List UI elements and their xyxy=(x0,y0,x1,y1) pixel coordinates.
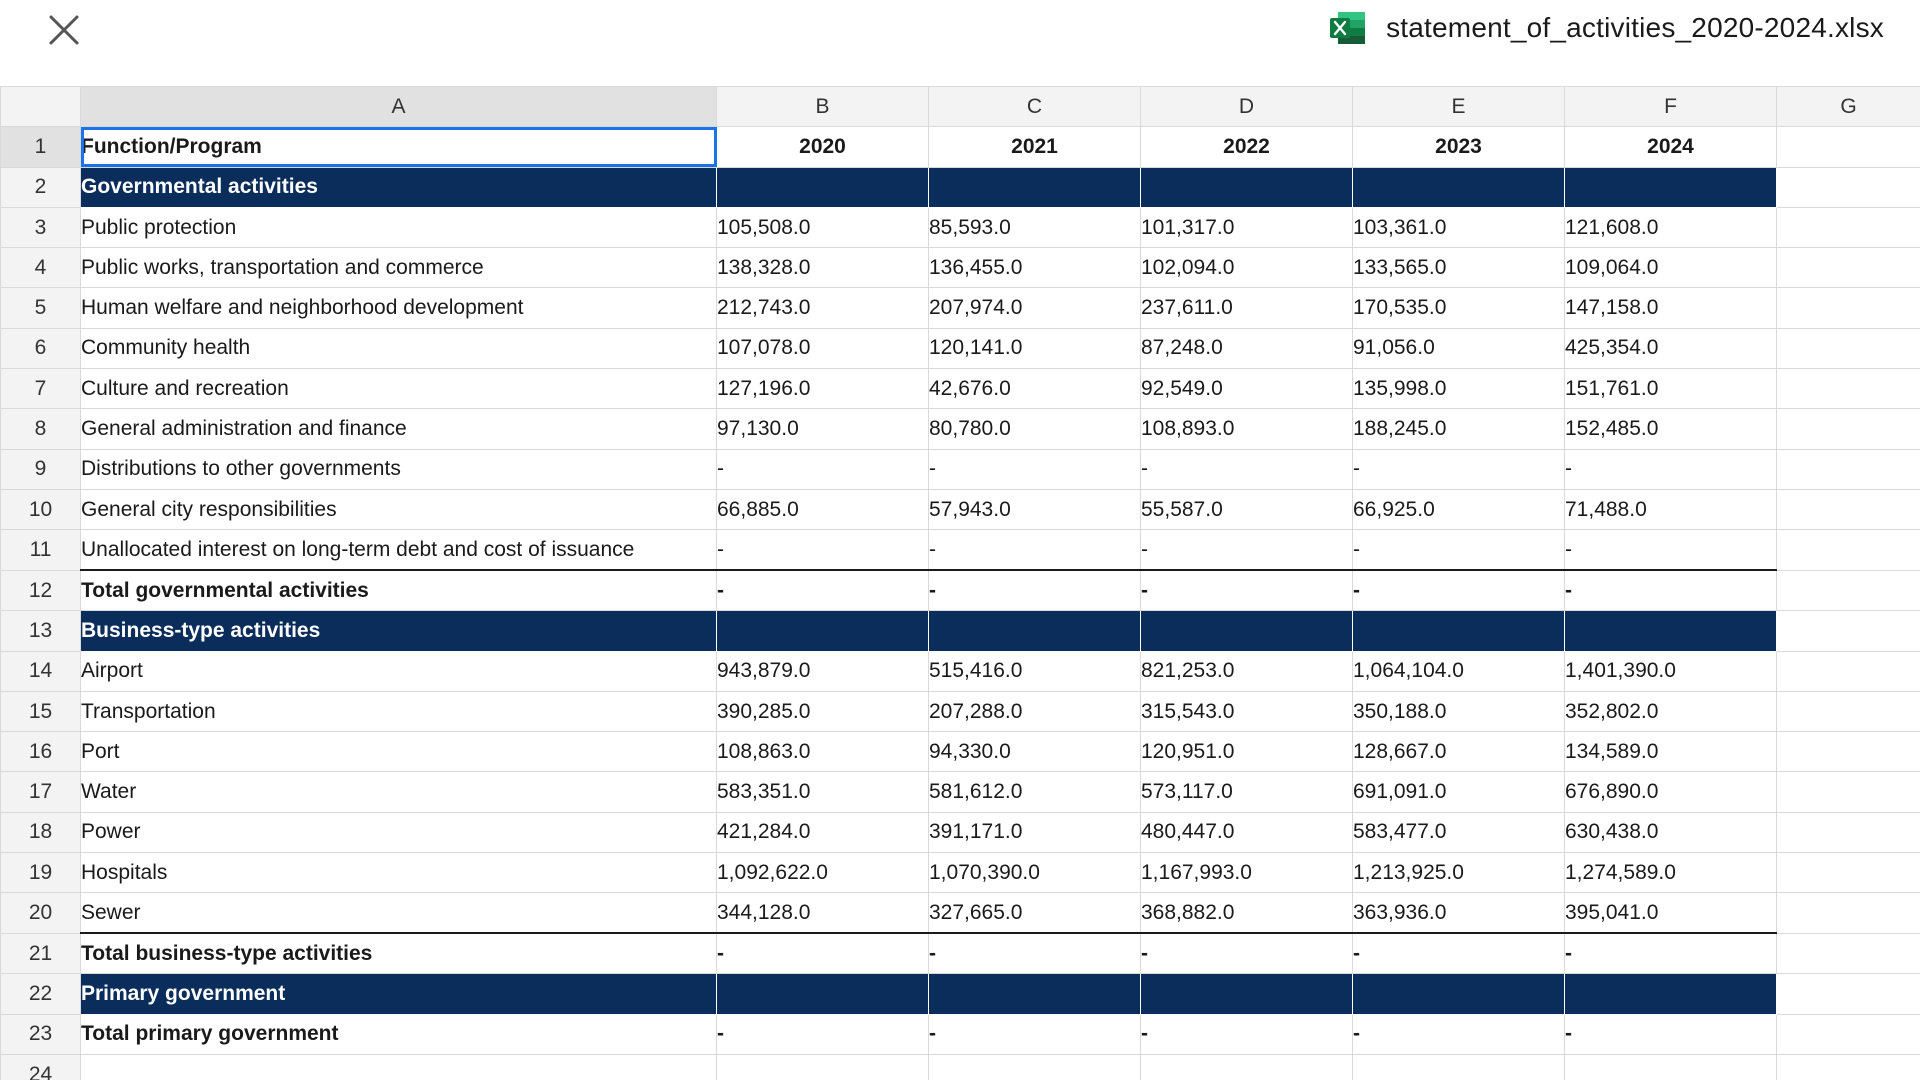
cell-empty[interactable] xyxy=(1777,812,1920,852)
cell-empty[interactable] xyxy=(1777,409,1920,449)
cell-empty[interactable] xyxy=(1777,570,1920,611)
cell-value[interactable]: 66,885.0 xyxy=(717,489,929,529)
cell-value[interactable] xyxy=(929,1054,1141,1080)
cell-label[interactable]: General city responsibilities xyxy=(81,489,717,529)
row-header[interactable]: 18 xyxy=(1,812,81,852)
cell-value[interactable]: - xyxy=(717,1014,929,1054)
cell-value[interactable]: 1,213,925.0 xyxy=(1353,853,1565,893)
cell-value[interactable]: 1,070,390.0 xyxy=(929,853,1141,893)
row-header[interactable]: 9 xyxy=(1,449,81,489)
cell-value[interactable]: 108,893.0 xyxy=(1141,409,1353,449)
cell-value[interactable]: 391,171.0 xyxy=(929,812,1141,852)
column-header-d[interactable]: D xyxy=(1141,87,1353,127)
cell-value[interactable]: 134,589.0 xyxy=(1565,732,1777,772)
column-header-g[interactable]: G xyxy=(1777,87,1920,127)
cell-value[interactable]: 344,128.0 xyxy=(717,893,929,934)
table-row xyxy=(1,409,1920,449)
cell-value[interactable]: 480,447.0 xyxy=(1141,812,1353,852)
cell-value[interactable]: 1,274,589.0 xyxy=(1565,853,1777,893)
cell-value[interactable]: 1,092,622.0 xyxy=(717,853,929,893)
cell-value[interactable]: 121,608.0 xyxy=(1565,207,1777,247)
table-row xyxy=(1,489,1920,529)
cell-value[interactable]: 363,936.0 xyxy=(1353,893,1565,934)
table-row xyxy=(1,248,1920,288)
close-button[interactable] xyxy=(42,8,86,52)
cell-value[interactable]: 515,416.0 xyxy=(929,651,1141,691)
cell-value[interactable]: 152,485.0 xyxy=(1565,409,1777,449)
cell-value[interactable]: 237,611.0 xyxy=(1141,288,1353,328)
table-row xyxy=(1,611,1920,651)
cell-value[interactable] xyxy=(1353,611,1565,651)
table-row xyxy=(1,127,1920,167)
cell-value[interactable]: 103,361.0 xyxy=(1353,207,1565,247)
row-header[interactable]: 11 xyxy=(1,530,81,571)
cell-value[interactable]: - xyxy=(1141,449,1353,489)
cell-value[interactable]: 71,488.0 xyxy=(1565,489,1777,529)
cell-value[interactable]: 315,543.0 xyxy=(1141,691,1353,731)
cell-value[interactable]: 55,587.0 xyxy=(1141,489,1353,529)
cell-empty[interactable] xyxy=(1777,288,1920,328)
row-header[interactable]: 7 xyxy=(1,369,81,409)
table-row xyxy=(1,328,1920,368)
cell-label[interactable]: Distributions to other governments xyxy=(81,449,717,489)
cell-value[interactable]: 425,354.0 xyxy=(1565,328,1777,368)
cell-label[interactable]: Airport xyxy=(81,651,717,691)
cell-value[interactable] xyxy=(1353,1054,1565,1080)
row-header[interactable]: 24 xyxy=(1,1054,81,1080)
cell-value[interactable]: 350,188.0 xyxy=(1353,691,1565,731)
cell-value[interactable]: 327,665.0 xyxy=(929,893,1141,934)
cell-empty[interactable] xyxy=(1777,651,1920,691)
cell-label[interactable]: Port xyxy=(81,732,717,772)
cell-year[interactable]: 2023 xyxy=(1353,127,1565,167)
cell-value[interactable]: 133,565.0 xyxy=(1353,248,1565,288)
cell-value[interactable]: 630,438.0 xyxy=(1565,812,1777,852)
cell-value[interactable]: - xyxy=(1565,933,1777,974)
cell-a1-function-program[interactable]: Function/Program xyxy=(81,127,717,167)
cell-value[interactable]: - xyxy=(717,933,929,974)
cell-empty[interactable] xyxy=(1777,732,1920,772)
row-header[interactable]: 16 xyxy=(1,732,81,772)
cell-value[interactable]: - xyxy=(929,1014,1141,1054)
cell-value[interactable] xyxy=(717,611,929,651)
cell-value[interactable]: 151,761.0 xyxy=(1565,369,1777,409)
row-header[interactable]: 4 xyxy=(1,248,81,288)
row-header[interactable]: 21 xyxy=(1,933,81,974)
cell-year[interactable]: 2022 xyxy=(1141,127,1353,167)
cell-value[interactable]: 87,248.0 xyxy=(1141,328,1353,368)
table-row xyxy=(1,167,1920,207)
cell-empty[interactable] xyxy=(1777,248,1920,288)
cell-label[interactable]: General administration and finance xyxy=(81,409,717,449)
cell-value[interactable]: - xyxy=(717,570,929,611)
cell-label[interactable] xyxy=(81,1054,717,1080)
spreadsheet-grid xyxy=(0,86,1920,1080)
cell-value[interactable]: 128,667.0 xyxy=(1353,732,1565,772)
table-row xyxy=(1,893,1920,934)
cell-label[interactable]: Culture and recreation xyxy=(81,369,717,409)
cell-value[interactable]: - xyxy=(1565,570,1777,611)
cell-value[interactable]: 80,780.0 xyxy=(929,409,1141,449)
cell-label[interactable]: Transportation xyxy=(81,691,717,731)
cell-value[interactable]: 821,253.0 xyxy=(1141,651,1353,691)
table-row xyxy=(1,732,1920,772)
cell-value[interactable]: 136,455.0 xyxy=(929,248,1141,288)
cell-empty[interactable] xyxy=(1777,611,1920,651)
cell-empty[interactable] xyxy=(1777,449,1920,489)
cell-value[interactable]: 66,925.0 xyxy=(1353,489,1565,529)
cell-value[interactable]: 138,328.0 xyxy=(717,248,929,288)
cell-label[interactable]: Total primary government xyxy=(81,1014,717,1054)
cell-value[interactable]: 1,064,104.0 xyxy=(1353,651,1565,691)
cell-value[interactable] xyxy=(929,974,1141,1014)
cell-value[interactable] xyxy=(1141,974,1353,1014)
cell-value[interactable]: 352,802.0 xyxy=(1565,691,1777,731)
cell-value[interactable]: 170,535.0 xyxy=(1353,288,1565,328)
cell-value[interactable]: 583,351.0 xyxy=(717,772,929,812)
cell-label[interactable]: Unallocated interest on long-term debt and cost of issuance xyxy=(81,530,717,571)
cell-empty[interactable] xyxy=(1777,167,1920,207)
cell-empty[interactable] xyxy=(1777,1014,1920,1054)
cell-label[interactable]: Hospitals xyxy=(81,853,717,893)
cell-value[interactable]: 85,593.0 xyxy=(929,207,1141,247)
cell-value[interactable]: 573,117.0 xyxy=(1141,772,1353,812)
cell-value[interactable]: - xyxy=(1565,449,1777,489)
cell-value[interactable] xyxy=(717,974,929,1014)
cell-value[interactable]: 368,882.0 xyxy=(1141,893,1353,934)
cell-empty[interactable] xyxy=(1777,974,1920,1014)
cell-value[interactable]: - xyxy=(1353,530,1565,571)
table-row xyxy=(1,651,1920,691)
top-bar xyxy=(0,0,1920,86)
cell-value[interactable]: - xyxy=(929,530,1141,571)
cell-label[interactable]: Human welfare and neighborhood development xyxy=(81,288,717,328)
cell-value[interactable] xyxy=(1353,974,1565,1014)
row-header[interactable]: 15 xyxy=(1,691,81,731)
cell-value[interactable]: - xyxy=(1565,530,1777,571)
cell-value[interactable]: 105,508.0 xyxy=(717,207,929,247)
cell-label[interactable]: Public works, transportation and commerce xyxy=(81,248,717,288)
row-header[interactable]: 3 xyxy=(1,207,81,247)
table-row xyxy=(1,772,1920,812)
cell-empty[interactable] xyxy=(1777,1054,1920,1080)
cell-value[interactable]: - xyxy=(717,530,929,571)
table-row xyxy=(1,369,1920,409)
row-header[interactable]: 5 xyxy=(1,288,81,328)
cell-value[interactable]: 212,743.0 xyxy=(717,288,929,328)
cell-value[interactable]: 395,041.0 xyxy=(1565,893,1777,934)
row-header[interactable]: 1 xyxy=(1,127,81,167)
cell-value[interactable]: 421,284.0 xyxy=(717,812,929,852)
table-row xyxy=(1,812,1920,852)
table-row xyxy=(1,1014,1920,1054)
cell-value[interactable]: - xyxy=(1141,530,1353,571)
row-header[interactable]: 6 xyxy=(1,328,81,368)
spreadsheet xyxy=(0,86,1920,1080)
cell-value[interactable] xyxy=(1141,611,1353,651)
cell-value[interactable]: 127,196.0 xyxy=(717,369,929,409)
table-row xyxy=(1,853,1920,893)
row-header[interactable]: 8 xyxy=(1,409,81,449)
table-row xyxy=(1,288,1920,328)
column-header-c[interactable]: C xyxy=(929,87,1141,127)
cell-empty[interactable] xyxy=(1777,369,1920,409)
cell-value[interactable]: - xyxy=(929,570,1141,611)
cell-empty[interactable] xyxy=(1777,530,1920,571)
cell-value[interactable]: 120,951.0 xyxy=(1141,732,1353,772)
cell-year[interactable]: 2020 xyxy=(717,127,929,167)
cell-label[interactable]: Water xyxy=(81,772,717,812)
excel-file-icon xyxy=(1330,11,1366,45)
select-all-corner[interactable] xyxy=(1,87,81,127)
row-header[interactable]: 13 xyxy=(1,611,81,651)
cell-value[interactable]: 207,288.0 xyxy=(929,691,1141,731)
cell-value[interactable]: - xyxy=(929,449,1141,489)
cell-value[interactable]: 109,064.0 xyxy=(1565,248,1777,288)
row-header[interactable]: 14 xyxy=(1,651,81,691)
cell-value[interactable]: 94,330.0 xyxy=(929,732,1141,772)
cell-value[interactable]: - xyxy=(1353,1014,1565,1054)
cell-empty[interactable] xyxy=(1777,933,1920,974)
close-icon[interactable] xyxy=(42,8,86,52)
cell-value[interactable]: 101,317.0 xyxy=(1141,207,1353,247)
cell-value[interactable]: - xyxy=(1353,570,1565,611)
cell-year[interactable]: 2024 xyxy=(1565,127,1777,167)
row-header[interactable]: 23 xyxy=(1,1014,81,1054)
cell-value[interactable]: - xyxy=(1141,933,1353,974)
cell-value[interactable]: 390,285.0 xyxy=(717,691,929,731)
column-header-a[interactable]: A xyxy=(81,87,717,127)
cell-value[interactable]: 581,612.0 xyxy=(929,772,1141,812)
cell-value[interactable]: 97,130.0 xyxy=(717,409,929,449)
cell-value[interactable]: 92,549.0 xyxy=(1141,369,1353,409)
cell-empty[interactable] xyxy=(1777,893,1920,934)
table-row xyxy=(1,207,1920,247)
file-title xyxy=(1330,6,1884,50)
cell-value[interactable]: 943,879.0 xyxy=(717,651,929,691)
table-row xyxy=(1,933,1920,974)
cell-value[interactable] xyxy=(1565,611,1777,651)
cell-label[interactable]: Governmental activities xyxy=(81,167,717,207)
table-row xyxy=(1,1054,1920,1080)
cell-year[interactable]: 2021 xyxy=(929,127,1141,167)
cell-value[interactable]: - xyxy=(1565,1014,1777,1054)
cell-value[interactable]: - xyxy=(1141,1014,1353,1054)
cell-value[interactable]: 102,094.0 xyxy=(1141,248,1353,288)
cell-value[interactable]: 147,158.0 xyxy=(1565,288,1777,328)
cell-value[interactable]: 583,477.0 xyxy=(1353,812,1565,852)
column-header-f[interactable]: F xyxy=(1565,87,1777,127)
cell-value[interactable] xyxy=(1141,1054,1353,1080)
cell-value[interactable] xyxy=(1353,167,1565,207)
table-row xyxy=(1,691,1920,731)
cell-value[interactable]: - xyxy=(1141,570,1353,611)
table-row xyxy=(1,570,1920,611)
column-header-b[interactable]: B xyxy=(717,87,929,127)
cell-label[interactable]: Public protection xyxy=(81,207,717,247)
cell-value[interactable]: 91,056.0 xyxy=(1353,328,1565,368)
cell-empty[interactable] xyxy=(1777,772,1920,812)
cell-empty[interactable] xyxy=(1777,691,1920,731)
table-row xyxy=(1,974,1920,1014)
cell-value[interactable]: 135,998.0 xyxy=(1353,369,1565,409)
cell-value[interactable]: 57,943.0 xyxy=(929,489,1141,529)
cell-value[interactable] xyxy=(1565,974,1777,1014)
cell-value[interactable]: 108,863.0 xyxy=(717,732,929,772)
cell-label[interactable]: Business-type activities xyxy=(81,611,717,651)
cell-value[interactable]: 120,141.0 xyxy=(929,328,1141,368)
row-header[interactable]: 2 xyxy=(1,167,81,207)
cell-label[interactable]: Total governmental activities xyxy=(81,570,717,611)
cell-value[interactable]: - xyxy=(1353,449,1565,489)
cell-label[interactable]: Total business-type activities xyxy=(81,933,717,974)
table-row xyxy=(1,449,1920,489)
table-row xyxy=(1,530,1920,571)
cell-value[interactable]: 1,401,390.0 xyxy=(1565,651,1777,691)
cell-value[interactable]: 207,974.0 xyxy=(929,288,1141,328)
cell-empty[interactable] xyxy=(1777,207,1920,247)
cell-value[interactable] xyxy=(717,1054,929,1080)
cell-value[interactable]: - xyxy=(717,449,929,489)
row-header[interactable]: 17 xyxy=(1,772,81,812)
cell-value[interactable] xyxy=(929,611,1141,651)
row-header[interactable]: 10 xyxy=(1,489,81,529)
cell-value[interactable]: 1,167,993.0 xyxy=(1141,853,1353,893)
cell-value[interactable]: 691,091.0 xyxy=(1353,772,1565,812)
cell-empty[interactable] xyxy=(1777,127,1920,167)
cell-value[interactable]: 188,245.0 xyxy=(1353,409,1565,449)
cell-value[interactable]: - xyxy=(1353,933,1565,974)
cell-empty[interactable] xyxy=(1777,489,1920,529)
cell-value[interactable]: - xyxy=(929,933,1141,974)
cell-empty[interactable] xyxy=(1777,853,1920,893)
cell-value[interactable] xyxy=(929,167,1141,207)
row-header[interactable]: 22 xyxy=(1,974,81,1014)
file-name: statement_of_activities_2020-2024.xlsx xyxy=(1386,12,1884,43)
cell-empty[interactable] xyxy=(1777,328,1920,368)
cell-value[interactable] xyxy=(717,167,929,207)
cell-label[interactable]: Community health xyxy=(81,328,717,368)
cell-value[interactable]: 42,676.0 xyxy=(929,369,1141,409)
cell-label[interactable]: Power xyxy=(81,812,717,852)
row-header[interactable]: 12 xyxy=(1,570,81,611)
row-header[interactable]: 19 xyxy=(1,853,81,893)
cell-value[interactable] xyxy=(1141,167,1353,207)
cell-label[interactable]: Sewer xyxy=(81,893,717,934)
cell-value[interactable]: 107,078.0 xyxy=(717,328,929,368)
column-header-e[interactable]: E xyxy=(1353,87,1565,127)
cell-value[interactable] xyxy=(1565,167,1777,207)
cell-value[interactable]: 676,890.0 xyxy=(1565,772,1777,812)
row-header[interactable]: 20 xyxy=(1,893,81,934)
cell-value[interactable] xyxy=(1565,1054,1777,1080)
cell-label[interactable]: Primary government xyxy=(81,974,717,1014)
